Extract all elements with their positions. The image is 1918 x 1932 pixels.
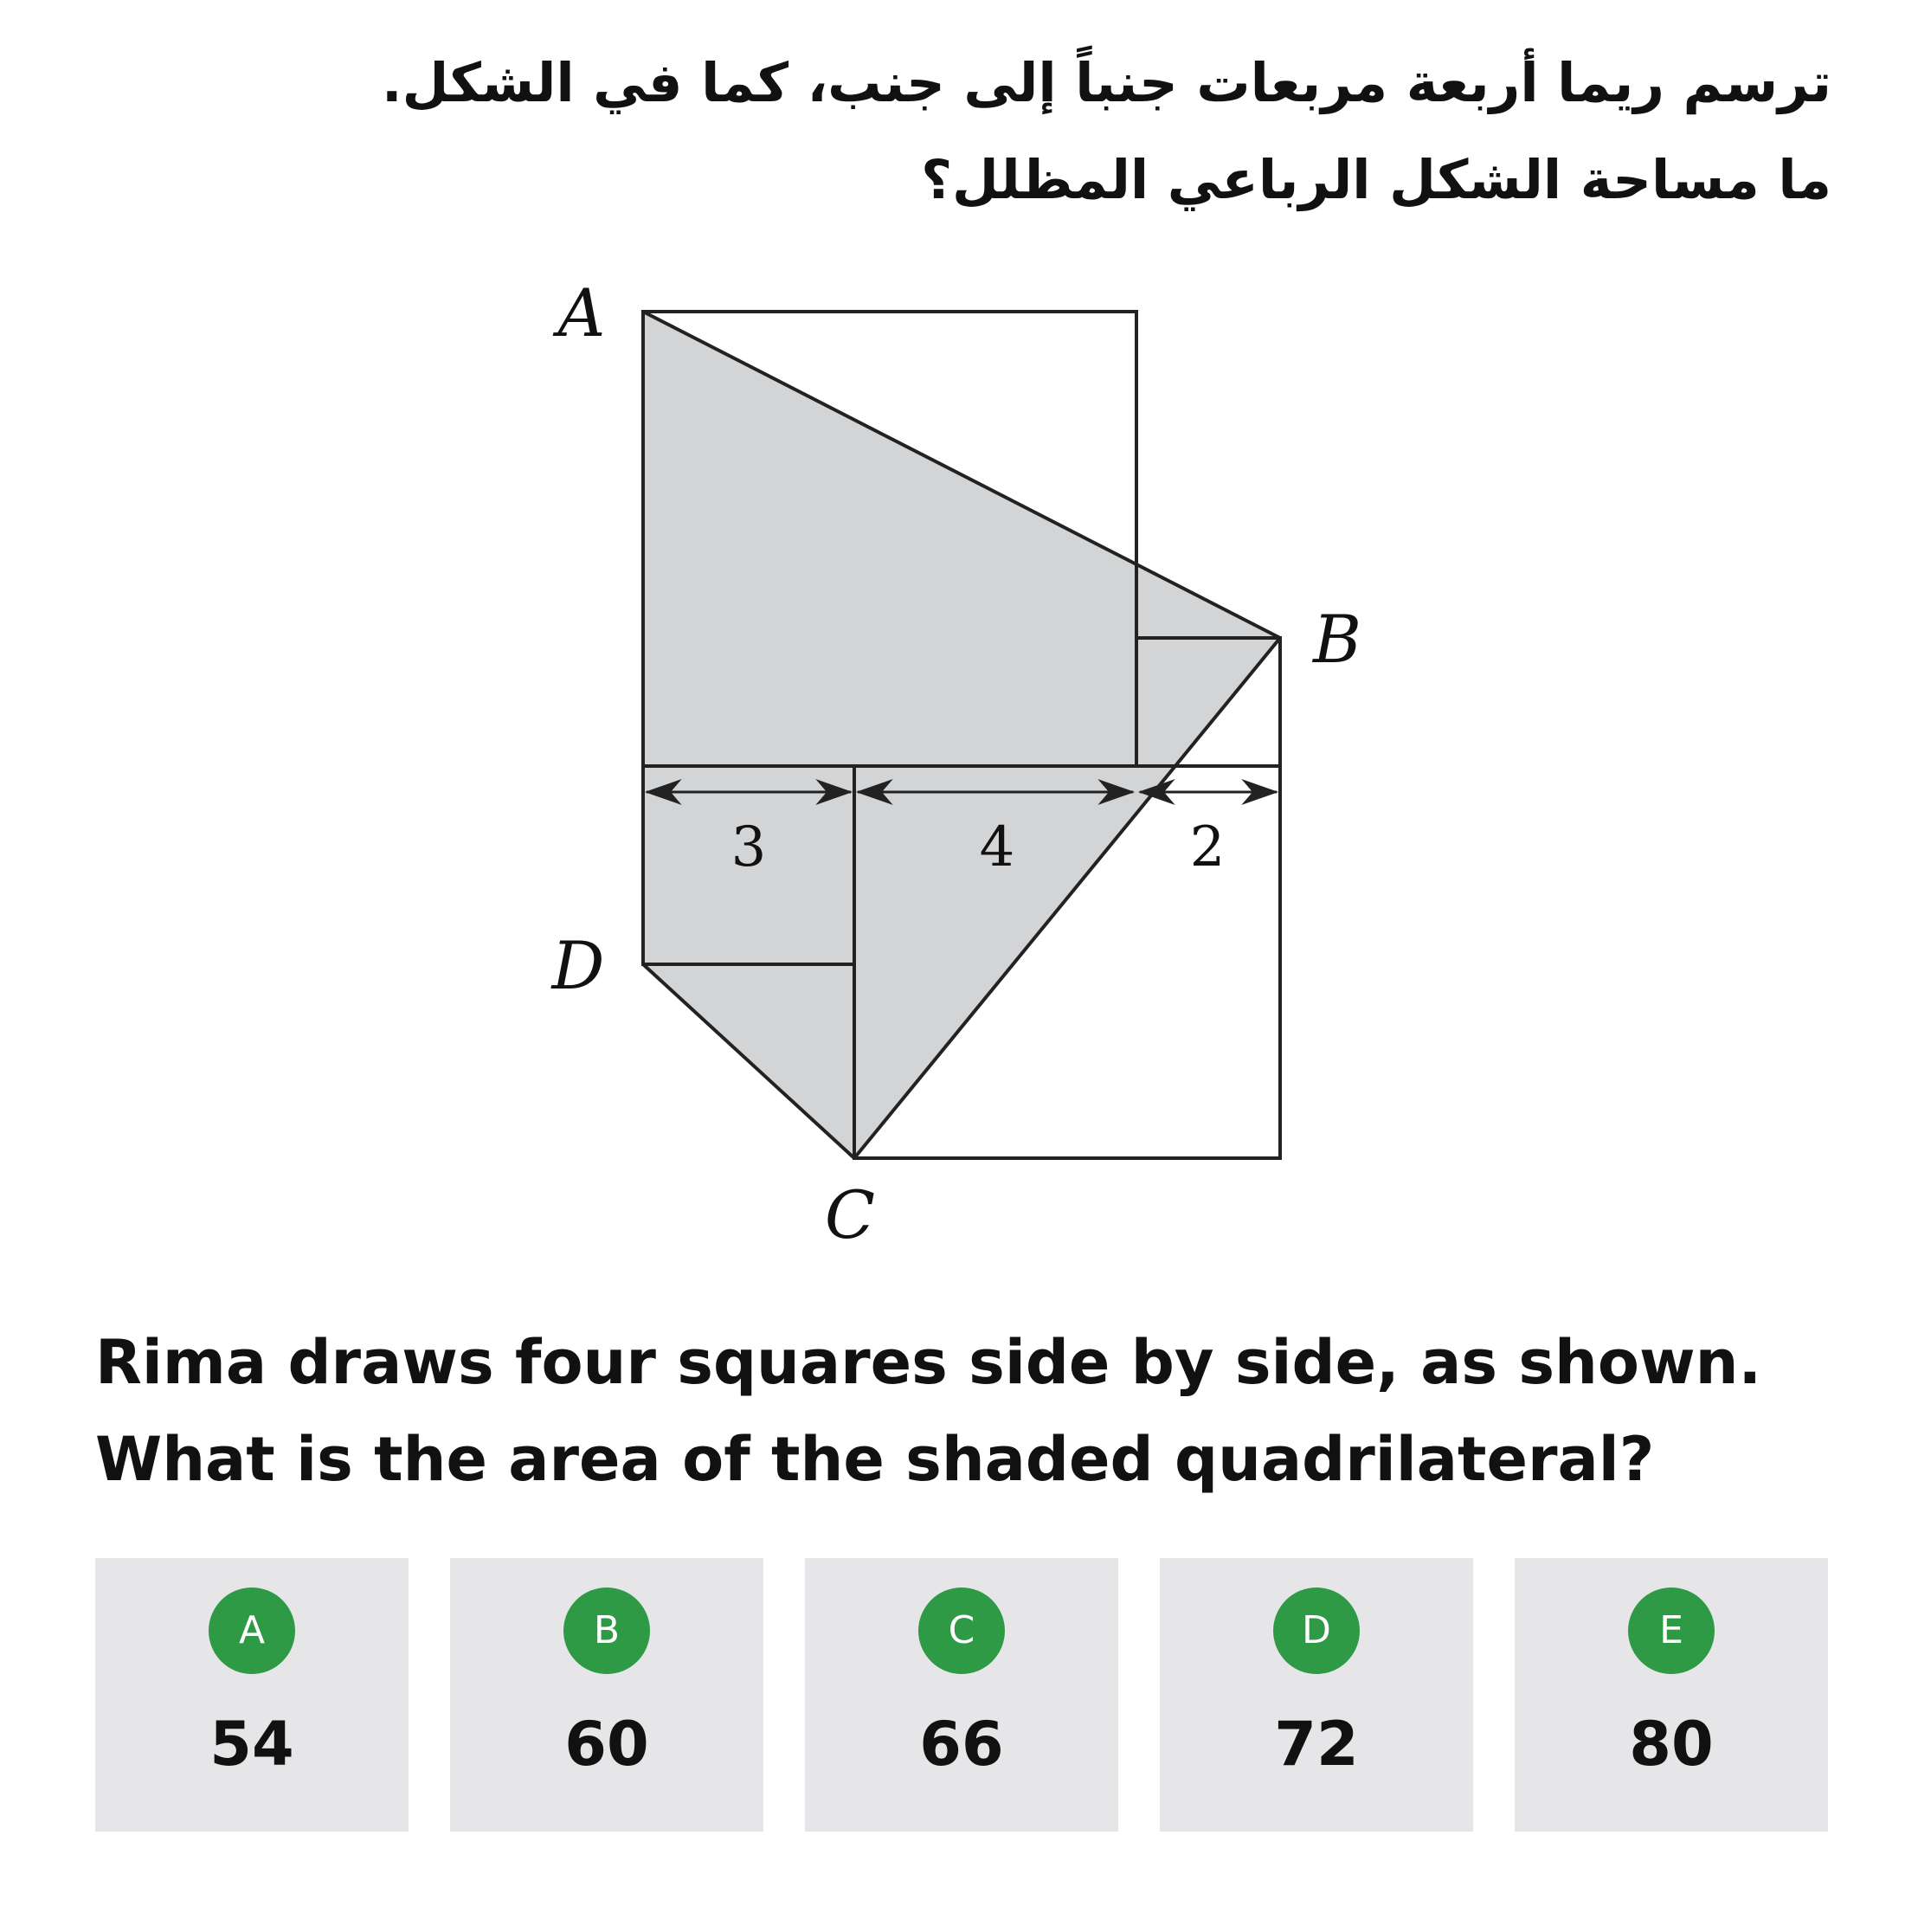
question-english-line-1: Rima draws four squares side by side, as shown. xyxy=(95,1327,1762,1398)
vertex-label-b: B xyxy=(1313,601,1361,678)
option-letter-badge: B xyxy=(563,1587,650,1674)
option-a[interactable] xyxy=(95,1558,409,1832)
answer-options xyxy=(95,1558,1828,1832)
option-c[interactable] xyxy=(805,1558,1118,1832)
dimension-label-4: 4 xyxy=(979,815,1015,879)
option-letter-badge: D xyxy=(1273,1587,1360,1674)
option-letter-badge: A xyxy=(209,1587,295,1674)
option-e[interactable] xyxy=(1515,1558,1828,1832)
question-english-line-2: What is the area of the shaded quadrilateral? xyxy=(95,1424,1655,1495)
option-value: 60 xyxy=(564,1709,649,1780)
vertex-label-d: D xyxy=(551,927,605,1004)
option-value: 54 xyxy=(209,1709,294,1780)
vertex-label-c: C xyxy=(824,1176,876,1253)
option-value: 66 xyxy=(919,1709,1004,1780)
option-letter-badge: E xyxy=(1628,1587,1715,1674)
option-value: 80 xyxy=(1629,1709,1714,1780)
option-letter-badge: C xyxy=(918,1587,1005,1674)
vertex-label-a: A xyxy=(557,274,606,351)
dimension-label-2: 2 xyxy=(1189,815,1226,879)
option-value: 72 xyxy=(1274,1709,1359,1780)
shaded-quadrilateral xyxy=(643,312,1280,1158)
question-arabic-line-2: ما مساحة الشكل الرباعي المظلل؟ xyxy=(921,148,1831,211)
option-b[interactable] xyxy=(450,1558,763,1832)
option-d[interactable] xyxy=(1160,1558,1473,1832)
question-arabic-line-1: ترسم ريما أربعة مربعات جنباً إلى جنب، كما في الشكل. xyxy=(382,51,1831,114)
question-english xyxy=(95,1314,1826,1508)
dimension-label-3: 3 xyxy=(731,815,767,879)
